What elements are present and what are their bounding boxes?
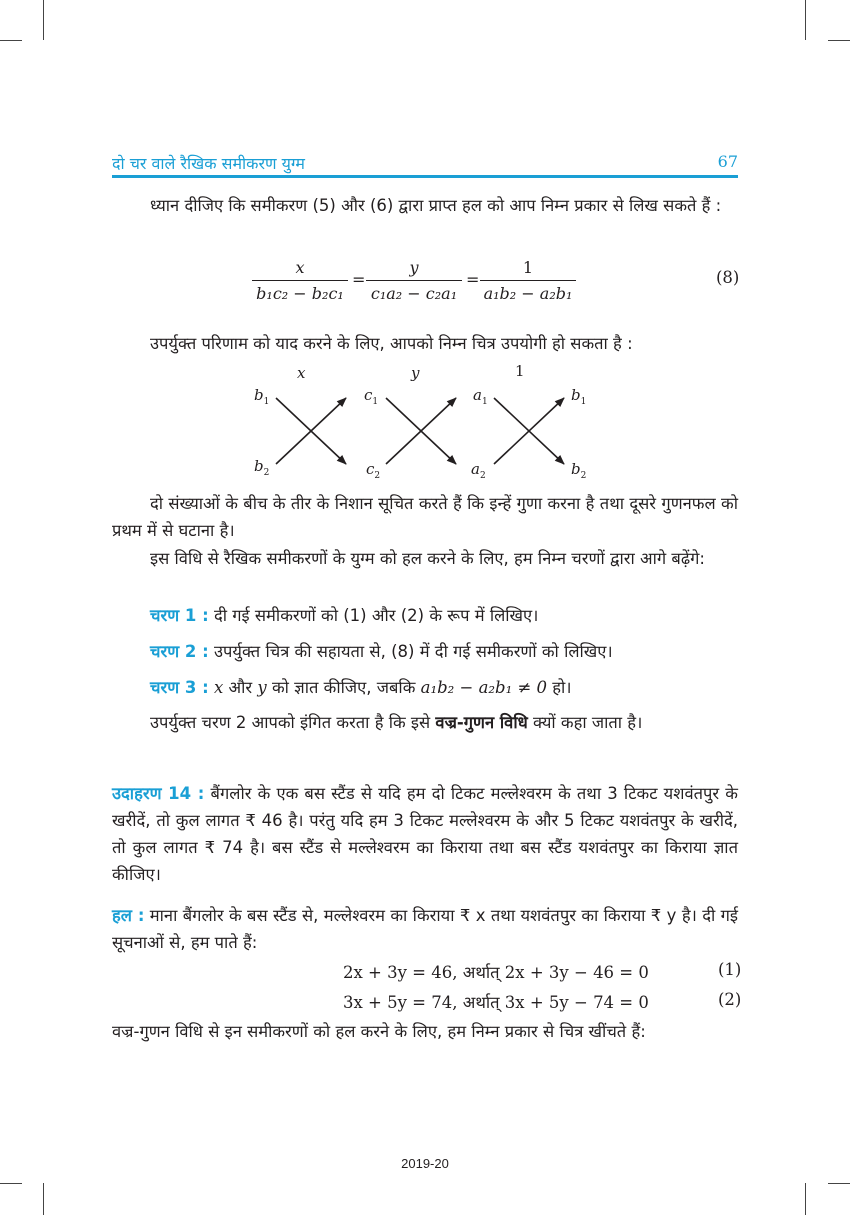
step-label: चरण 3 :	[150, 678, 209, 697]
fraction-denominator: a₁b₂ − a₂b₁	[480, 280, 576, 303]
fraction-numerator: x	[295, 258, 305, 277]
step-text: को ज्ञात कीजिए, जबकि	[266, 678, 421, 697]
step-text: उपर्युक्त चित्र की सहायता से, (8) में दी गई समीकरणों को लिखिए।	[208, 642, 613, 661]
diagram-intro: उपर्युक्त परिणाम को याद करने के लिए, आपको निम्न चित्र उपयोगी हो सकता है :	[150, 334, 633, 353]
coef-label: $b_1$	[571, 386, 587, 407]
condition: a₁b₂ − a₂b₁ ≠ 0	[420, 678, 548, 697]
equation-2: 3x + 5y = 74, अर्थात् 3x + 5y − 74 = 0	[343, 993, 649, 1012]
solution-paragraph	[112, 902, 738, 956]
method-name-note	[112, 709, 738, 736]
step-2	[112, 638, 738, 665]
step-label: चरण 1 :	[150, 606, 209, 625]
fraction-denominator: b₁c₂ − b₂c₁	[252, 280, 348, 303]
coef-label: $c_1$	[364, 386, 379, 407]
fraction-numerator: y	[409, 258, 419, 277]
equation-number: (8)	[716, 268, 740, 287]
example-14	[112, 780, 738, 888]
note-text: क्यों कहा जाता है।	[527, 713, 643, 732]
fraction-denominator: c₁a₂ − c₂a₁	[366, 280, 462, 303]
method-name: वज्र-गुणन विधि	[435, 713, 528, 732]
coef-label: $c_2$	[366, 460, 381, 481]
chapter-title: दो चर वाले रैखिक समीकरण युग्म	[112, 154, 305, 173]
page-number: 67	[717, 152, 738, 171]
equals-sign: =	[466, 270, 480, 289]
equals-sign: =	[352, 270, 366, 289]
equation-number: (1)	[718, 960, 742, 979]
crop-mark	[805, 1183, 806, 1215]
example-label: उदाहरण 14 :	[112, 784, 205, 803]
step-1	[112, 602, 738, 629]
method-paragraph: इस विधि से रैखिक समीकरणों के युग्म को हल करने के लिए, हम निम्न चरणों द्वारा आगे बढ़ेंगे:	[150, 549, 705, 568]
equation-number: (2)	[718, 990, 742, 1009]
arrows-explanation: दो संख्याओं के बीच के तीर के निशान सूचित करते हैं कि इन्हें गुणा करना है तथा दूसरे गुणनफल को प्रथम में से घटाना है।	[112, 494, 738, 540]
example-text: बैंगलोर के एक बस स्टैंड से यदि हम दो टिकट मल्लेश्वरम के तथा 3 टिकट यशवंतपुर के खरीदें, तो कुल लागत ₹ 46 है। परंतु यदि हम 3 टिकट मल्लेश्वरम के और 5 टिकट यशवंतपुर के खरीदें, तो कुल लागत ₹ 74 है। बस स्टैंड से मल्लेश्वरम का किराया तथा बस स्टैंड यशवंतपुर का किराया ज्ञात कीजिए।	[112, 784, 738, 884]
top-label-y: y	[411, 364, 420, 382]
top-label-x: x	[297, 364, 306, 382]
coef-label: $a_2$	[471, 460, 486, 481]
step-text: दी गई समीकरणों को (1) और (2) के रूप में लिखिए।	[208, 606, 539, 625]
closing-paragraph: वज्र-गुणन विधि से इन समीकरणों को हल करने के लिए, हम निम्न प्रकार से चित्र खींचते हैं:	[112, 1022, 646, 1041]
var-y: y	[257, 678, 267, 697]
fraction-numerator: 1	[522, 258, 534, 277]
arrows-svg	[0, 0, 850, 500]
step-text: हो।	[547, 678, 572, 697]
crop-mark	[0, 1183, 22, 1184]
note-text: उपर्युक्त चरण 2 आपको इंगित करता है कि इसे	[150, 713, 436, 732]
footer-year: 2019-20	[401, 1156, 449, 1171]
coef-label: $b_2$	[254, 457, 270, 478]
top-label-one: 1	[515, 362, 525, 380]
crop-mark	[43, 1183, 44, 1215]
step-text: और	[223, 678, 258, 697]
solution-label: हल :	[112, 906, 145, 925]
var-x: x	[213, 678, 224, 697]
crop-mark	[828, 1183, 850, 1184]
step-label: चरण 2 :	[150, 642, 209, 661]
intro-paragraph: ध्यान दीजिए कि समीकरण (5) और (6) द्वारा प्राप्त हल को आप निम्न प्रकार से लिख सकते हैं :	[150, 196, 722, 215]
step-3	[112, 674, 738, 701]
solution-text: माना बैंगलोर के बस स्टैंड से, मल्लेश्वरम का किराया ₹ x तथा यशवंतपुर का किराया ₹ y है। दी गई सूचनाओं से, हम पाते हैं:	[112, 906, 738, 952]
equation-1: 2x + 3y = 46, अर्थात् 2x + 3y − 46 = 0	[343, 963, 649, 982]
coef-label: $a_1$	[473, 386, 488, 407]
coef-label: $b_2$	[571, 460, 587, 481]
coef-label: $b_1$	[254, 386, 270, 407]
